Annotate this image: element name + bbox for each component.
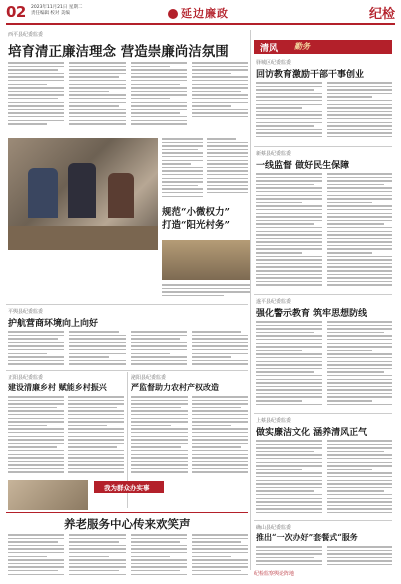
elderly-care-photo: [8, 480, 88, 510]
village-photo: [162, 240, 250, 280]
date-line: 2023年11月21日 星期二 责任编辑 校对 美编: [31, 5, 83, 16]
article-kicker: 正阳县纪委监委: [8, 375, 44, 381]
section-divider: [6, 304, 248, 305]
article-kicker: 上蔡县纪委监委: [256, 418, 292, 424]
article-headline: 规范“小微权力” 打造“阳光村务”: [162, 207, 230, 231]
footer-label: 纪检监察舆论阵地: [254, 571, 295, 577]
article-body: [8, 331, 248, 367]
article-body: [256, 546, 392, 568]
section-title: 纪检: [368, 7, 395, 22]
section-divider: [6, 370, 248, 371]
masthead: [6, 3, 395, 25]
paper-logo: 延边廉政: [168, 5, 229, 21]
article-headline: 做实廉洁文化 涵养清风正气: [256, 428, 368, 438]
article-kicker: 遂平县纪委监委: [256, 299, 292, 305]
meeting-photo: [8, 138, 158, 250]
article-body: [256, 440, 392, 516]
emblem-icon: [168, 9, 178, 19]
article-headline: 强化警示教育 筑牢思想防线: [256, 309, 368, 319]
article-headline: 养老服务中心传来欢笑声: [64, 517, 191, 531]
article-kicker: 确山县纪委监委: [256, 525, 292, 531]
section-divider: [254, 294, 392, 295]
promo-banner: 我为群众办实事: [94, 481, 164, 493]
page-number: 02: [6, 3, 26, 21]
article-kicker: 西平县纪委监委: [8, 32, 44, 38]
article-headline: 推出“一次办好”套餐式“服务: [256, 532, 358, 542]
article-kicker: 驿城区纪委监委: [256, 60, 292, 66]
section-divider: [6, 512, 248, 513]
article-headline: 回访教育激励干部干事创业: [256, 70, 365, 80]
section-divider: [254, 413, 392, 414]
article-body: [8, 534, 248, 580]
article-headline: 护航营商环境向上向好: [8, 319, 99, 329]
column-divider: [250, 30, 251, 570]
article-body: [256, 173, 392, 291]
article-kicker: 泌阳县纪委监委: [131, 375, 167, 381]
article-body: [256, 321, 392, 409]
article-body: [8, 62, 248, 136]
section-divider: [254, 146, 392, 147]
article-kicker: 新蔡县纪委监委: [256, 151, 292, 157]
article-headline: 建设清廉乡村 赋能乡村振兴: [8, 382, 107, 392]
article-kicker: 平舆县纪委监委: [8, 309, 44, 315]
article-body: [131, 396, 248, 478]
photo-caption: [162, 284, 250, 300]
section-divider: [254, 520, 392, 521]
article-body: [162, 138, 248, 200]
article-body: [8, 396, 124, 478]
article-headline: 培育清正廉洁理念 营造崇廉尚洁氛围: [8, 44, 229, 60]
article-body: [256, 82, 392, 142]
column-banner: 清风 勤务: [254, 40, 392, 54]
article-headline: 严监督助力农村产权改造: [131, 382, 219, 392]
article-headline: 一线监督 做好民生保障: [256, 161, 350, 171]
